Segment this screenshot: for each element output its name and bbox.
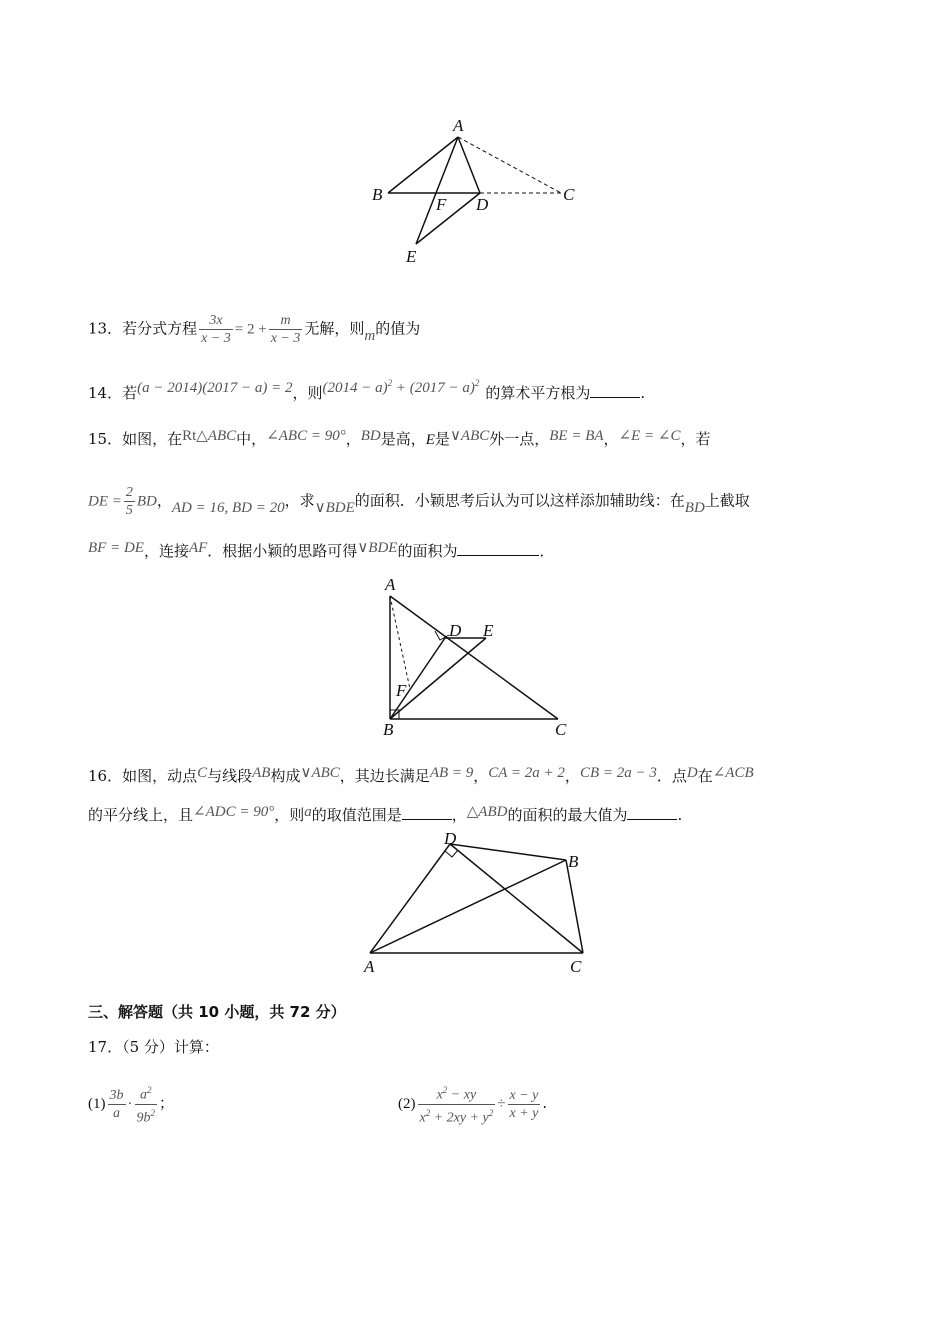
- segment-bc: [566, 860, 583, 953]
- answer-blank-15[interactable]: [457, 541, 539, 556]
- label-b: B: [568, 852, 579, 871]
- segment-ac: [390, 596, 558, 719]
- label-c: C: [555, 720, 567, 739]
- label-d: D: [444, 830, 457, 848]
- fraction-3b-a: $\frac{3b}{a}$: [109, 1087, 124, 1121]
- question-17: 17．（5 分）计算：: [88, 1038, 219, 1056]
- figure-3: [355, 830, 605, 980]
- label-e: E: [406, 247, 417, 266]
- fraction-m: $\frac{m}{x - 3}$: [270, 313, 301, 346]
- label-d: D: [449, 621, 462, 640]
- label-f: F: [436, 195, 447, 214]
- label-e: E: [483, 621, 494, 640]
- question-17-part-1: (1) $\frac{3b}{a}$ · $\frac{a^2}{9b^2}$ ；: [88, 1082, 174, 1126]
- segment-af-dashed: [390, 596, 410, 689]
- question-13: 13．若分式方程 $\frac{3x}{x - 3}$ = 2 + $\frac{m}{x - 3}$ 无解，则m的值为: [88, 313, 421, 346]
- fraction-2-5: $\frac{2}{5}$: [125, 485, 133, 518]
- fraction-part2-first: $\frac{x^2 - xy}{x^2 + 2xy + y^2}$: [418, 1082, 496, 1126]
- section-3-title: 三、解答题（共 10 小题，共 72 分）: [88, 1003, 346, 1021]
- question-15-line-1: 15．如图，在Rt△ABC中，∠ABC = 90°，BD是高，E是∨ABC外一点，BE = BA，∠E = ∠C，若: [88, 428, 711, 448]
- expr-sum-squares: $(2014 - a)^2 + (2017 - a)^2$: [322, 378, 480, 396]
- question-17-part-2: (2) $\frac{x^2 - xy}{x^2 + 2xy + y^2}$ ÷ $\frac{x - y}{x + y}$ .: [398, 1082, 547, 1126]
- answer-blank-16a[interactable]: [402, 805, 452, 820]
- label-c: C: [563, 185, 575, 204]
- label-b: B: [383, 720, 394, 739]
- fraction-a2-9b2: $\frac{a^2}{9b^2}$: [135, 1082, 158, 1126]
- figure-1: [360, 112, 590, 272]
- label-d: D: [476, 195, 489, 214]
- segment-bd: [390, 638, 445, 719]
- question-16-line-2: 的平分线上，且∠ADC = 90°，则a的取值范围是 ，△ABD的面积的最大值为 .: [88, 804, 683, 824]
- label-c: C: [570, 957, 582, 976]
- question-15-line-3: BF = DE，连接AF．根据小颖的思路可得∨BDE的面积为 ．: [88, 540, 555, 560]
- answer-blank-14[interactable]: [590, 383, 640, 398]
- figure-2: [375, 574, 575, 744]
- fraction-part2-second: $\frac{x - y}{x + y}$: [509, 1087, 539, 1121]
- label-f: F: [396, 681, 407, 700]
- segment-ad: [458, 137, 480, 193]
- segment-ad: [370, 844, 450, 953]
- segment-ac-dashed: [458, 137, 561, 193]
- question-16-line-1: 16．如图，动点C与线段AB构成∨ABC，其边长满足AB = 9，CA = 2a + 2，CB = 2a − 3．点D在∠ACB: [88, 765, 754, 785]
- question-15-line-2: DE = $\frac{2}{5}$ BD，AD = 16, BD = 20，求∨BDE的面积．小颖思考后认为可以这样添加辅助线：在BD上截取: [88, 485, 750, 518]
- label-a: A: [385, 575, 396, 594]
- label-a: A: [364, 957, 375, 976]
- label-a: A: [453, 116, 464, 135]
- segment-be: [390, 638, 486, 719]
- label-b: B: [372, 185, 383, 204]
- answer-blank-16b[interactable]: [627, 805, 677, 820]
- right-angle-mark-d: [445, 850, 458, 857]
- fraction-3x: $\frac{3x}{x - 3}$: [201, 313, 231, 346]
- question-14: 14．若(a − 2014)(2017 − a) = 2，则$(2014 - a)^2 + (2017 - a)^2$的算术平方根为 .: [88, 378, 646, 402]
- segment-ab: [370, 860, 566, 953]
